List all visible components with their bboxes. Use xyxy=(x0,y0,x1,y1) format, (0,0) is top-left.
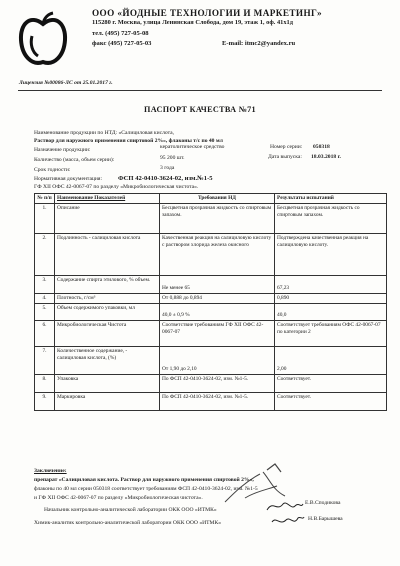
row-requirement: По ФСП 42-0410-3624-02, изм. №1-5. xyxy=(160,375,275,393)
row-number: 2. xyxy=(35,234,55,276)
table-row xyxy=(35,321,387,347)
head-signature-title: Начальник контрольно-аналитической лаборатории ОКК ООО «ИТМК» xyxy=(44,507,217,513)
row-indicator: Количественное содержание, - салициловая кислота, (%) xyxy=(55,347,160,375)
series-value: 050318 xyxy=(313,144,330,150)
conclusion-line3: и ГФ XII ОФС 42-0067-07 по разделу «Микробиологическая чистота». xyxy=(34,495,203,501)
row-result: Подтверждена качественная реакция на салициловую кислоту. xyxy=(275,234,387,276)
passport-title: ПАСПОРТ КАЧЕСТВА №71 xyxy=(144,105,256,114)
row-number: 3. xyxy=(35,276,55,294)
chemist-signature-title: Химик-аналитик контрольно-аналитической лаборатории ОКК ООО «ИТМК» xyxy=(34,520,222,526)
table-row xyxy=(35,375,387,393)
shelf-life-value: 3 года xyxy=(160,165,175,171)
row-result: 2,00 xyxy=(275,347,387,375)
conclusion-line1: препарат «Салициловая кислота. Раствор для наружного применения спиртовой 2%», xyxy=(34,477,254,483)
row-result: Соответствует. xyxy=(275,393,387,411)
row-result: Бесцветная прозрачная жидкость со спиртовым запахом. xyxy=(275,204,387,234)
row-indicator: Упаковка xyxy=(55,375,160,393)
row-indicator: Микробиологическая Чистота xyxy=(55,321,160,347)
row-requirement: Бесцветная прозрачная жидкость со спиртовым запахом. xyxy=(160,204,275,234)
row-number: 4. xyxy=(35,294,55,304)
date-label: Дата выпуска: xyxy=(268,154,302,160)
row-requirement: По ФСП 42-0410-3624-02, изм. №1-5. xyxy=(160,393,275,411)
purpose-label: Назначение продукции: xyxy=(34,147,91,153)
table-header-row xyxy=(35,194,387,204)
header-divider xyxy=(18,90,382,91)
quantity-label: Количество (масса, объем серии): xyxy=(34,157,115,163)
quality-table xyxy=(34,193,387,411)
product-name-line2: Раствор для наружного применения спиртовой 2%», флаконы т/с по 40 мл xyxy=(34,138,223,144)
header-requirements: Требования НД xyxy=(160,194,275,204)
company-name: ООО «ЙОДНЫЕ ТЕХНОЛОГИИ И МАРКЕТИНГ» xyxy=(92,8,323,18)
chemist-signature-name: Н.В.Барышева xyxy=(308,516,343,522)
row-requirement: Не менее 65 xyxy=(160,276,275,294)
table-row xyxy=(35,393,387,411)
row-indicator: Подлинность - салициловая кислота xyxy=(55,234,160,276)
table-row xyxy=(35,294,387,304)
table-row xyxy=(35,204,387,234)
row-number: 5. xyxy=(35,304,55,321)
signature-icon xyxy=(270,512,306,528)
norm-doc-line2: ГФ XII ОФС 42-0067-07 по разделу «Микробиологическая чистота». xyxy=(34,184,199,190)
company-address: 115280 г. Москва, улица Ленинская Слобода, дом 19, этаж 1, оф. 41х1д xyxy=(92,19,293,26)
purpose-value: кератолитическое средство xyxy=(160,144,225,150)
row-indicator: Объем содержимого упаковки, мл xyxy=(55,304,160,321)
conclusion-line2: флаконы по 40 мл серии 050318 соответствует требованиям ФСП 42-0410-3624-02, изм. №1-5 xyxy=(34,486,258,492)
row-result: 40,0 xyxy=(275,304,387,321)
header-number: № п/п xyxy=(35,194,55,204)
table-row xyxy=(35,347,387,375)
series-label: Номер серии: xyxy=(270,144,303,150)
row-requirement: 40,0 ± 0,9 % xyxy=(160,304,275,321)
product-name-line: Наименование продукции по НТД: «Салициловая кислота, xyxy=(34,130,175,136)
header-results: Результаты испытаний xyxy=(275,194,387,204)
row-result: Соответствует требованиям ОФС 42-0067-07 по категории 2 xyxy=(275,321,387,347)
norm-doc-value: ФСП 42-0410-3624-02, изм.№1-5 xyxy=(118,175,213,182)
row-result: 67,23 xyxy=(275,276,387,294)
table-row xyxy=(35,304,387,321)
company-fax: факс (495) 727-05-03 xyxy=(92,40,152,47)
row-requirement: От 1,90 до 2,10 xyxy=(160,347,275,375)
row-number: 9. xyxy=(35,393,55,411)
row-indicator: Содержание спирта этилового, % объем. xyxy=(55,276,160,294)
row-number: 7. xyxy=(35,347,55,375)
row-requirement: Соответствие требованиям ГФ XII ОФС 42-0067-07 xyxy=(160,321,275,347)
row-number: 1. xyxy=(35,204,55,234)
table-row xyxy=(35,276,387,294)
row-number: 6. xyxy=(35,321,55,347)
license-number: Лицензия №00086-ЛС от 25.01.2017 г. xyxy=(19,80,113,86)
row-indicator: Маркировка xyxy=(55,393,160,411)
row-indicator: Описание xyxy=(55,204,160,234)
row-indicator: Плотность, г/см³ xyxy=(55,294,160,304)
row-requirement: Качественная реакция на салициловую кислоту с раствором хлорида железа окисного xyxy=(160,234,275,276)
row-requirement: От 0,888 до 0,894 xyxy=(160,294,275,304)
header-indicator: Наименование Показателей xyxy=(55,194,160,204)
company-phone: тел. (495) 727-05-08 xyxy=(92,30,149,37)
norm-doc-label: Нормативная документация: xyxy=(34,176,103,182)
row-result: 0,890 xyxy=(275,294,387,304)
shelf-life-label: Срок годности: xyxy=(34,167,71,173)
row-result: Соответствует. xyxy=(275,375,387,393)
conclusion-label: Заключение: xyxy=(34,468,67,474)
company-logo-icon xyxy=(18,10,68,68)
table-row xyxy=(35,234,387,276)
company-email: E-mail: itmc2@yandex.ru xyxy=(222,40,296,47)
head-signature-name: Е.В.Сподикова xyxy=(305,500,341,506)
quantity-value: 95 200 шт. xyxy=(160,155,185,161)
date-value: 18.03.2018 г. xyxy=(311,154,341,160)
row-number: 8. xyxy=(35,375,55,393)
